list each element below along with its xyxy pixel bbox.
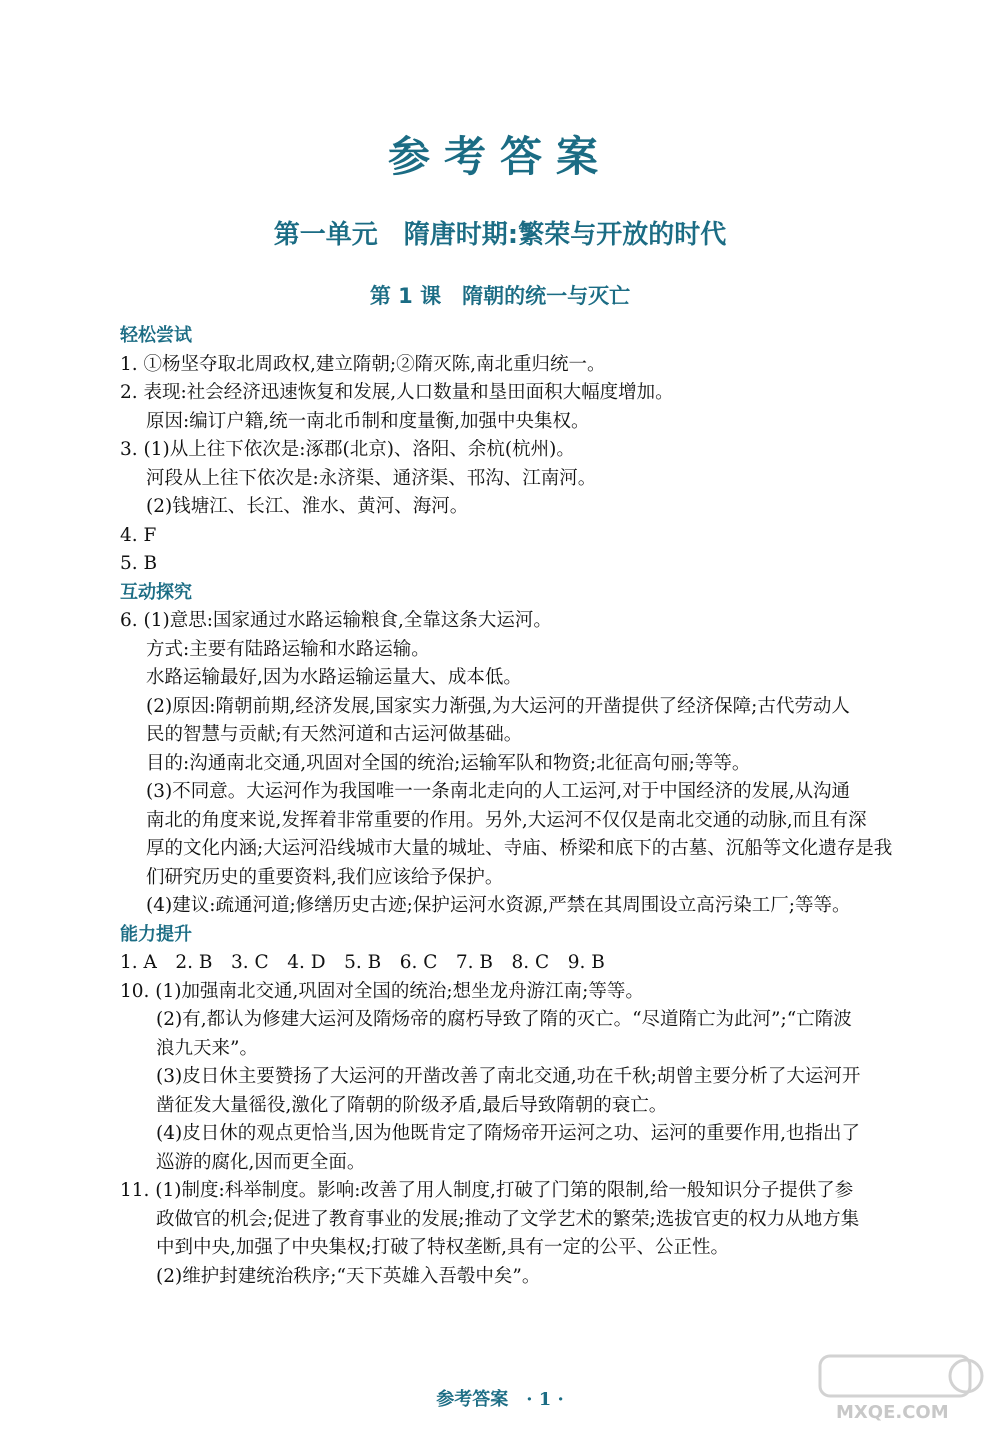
answer-line: 5. B xyxy=(120,553,158,574)
answer-line: 6. (1)意思:国家通过水路运输粮食,全靠这条大运河。 xyxy=(120,610,552,631)
answer-line: 水路运输最好,因为水路运输运量大、成本低。 xyxy=(146,667,522,688)
section-heading: 互动探究 xyxy=(120,581,192,603)
answer-line: 河段从上往下依次是:永济渠、通济渠、邗沟、江南河。 xyxy=(146,467,597,489)
answer-line: 4. F xyxy=(120,524,157,546)
answer-line: 方式:主要有陆路运输和水路运输。 xyxy=(146,638,430,660)
answer-line: (2)原因:隋朝前期,经济发展,国家实力渐强,为大运河的开凿提供了经济保障;古代劳动人 xyxy=(146,695,850,717)
page-footer: 参考答案 · 1 · xyxy=(436,1389,564,1410)
answer-line: (2)钱塘江、长江、淮水、黄河、海河。 xyxy=(146,496,469,517)
answer-line: 政做官的机会;促进了教育事业的发展;推动了文学艺术的繁荣;选拔官吏的权力从地方集 xyxy=(156,1208,860,1230)
answer-line: 凿征发大量徭役,激化了隋朝的阶级矛盾,最后导致隋朝的衰亡。 xyxy=(156,1094,668,1116)
answer-line: 目的:沟通南北交通,巩固对全国的统治;运输军队和物资;北征高句丽;等等。 xyxy=(146,752,751,774)
answer-line: 中到中央,加强了中央集权;打破了特权垄断,具有一定的公平、公正性。 xyxy=(156,1237,729,1258)
watermark-logo xyxy=(816,1352,988,1422)
section-heading: 轻松尝试 xyxy=(120,325,192,346)
answer-line: 厚的文化内涵;大运河沿线城市大量的城址、寺庙、桥梁和底下的古墓、沉船等文化遗存是我 xyxy=(146,838,893,859)
lesson-title: 第 1 课 隋朝的统一与灭亡 xyxy=(369,284,631,308)
answer-line: 3. (1)从上往下依次是:涿郡(北京)、洛阳、余杭(杭州)。 xyxy=(120,439,575,460)
answer-line: (4)建议:疏通河道;修缮历史古迹;保护运河水资源,严禁在其周围设立高污染工厂;等等。 xyxy=(146,895,851,916)
answer-line: (2)维护封建统治秩序;“天下英雄入吾彀中矣”。 xyxy=(156,1265,541,1287)
answer-content xyxy=(120,322,945,1291)
answer-line: (3)不同意。大运河作为我国唯一一条南北走向的人工运河,对于中国经济的发展,从沟通 xyxy=(146,781,850,802)
answer-line: (2)有,都认为修建大运河及隋炀帝的腐朽导致了隋的灭亡。“尽道隋亡为此河”;“亡隋波 xyxy=(156,1009,852,1030)
answer-line: 1. A 2. B 3. C 4. D 5. B 6. C 7. B 8. C 9. B xyxy=(120,952,605,973)
watermark-text: MXQE.COM xyxy=(836,1402,949,1422)
answer-line: 10. (1)加强南北交通,巩固对全国的统治;想坐龙舟游江南;等等。 xyxy=(120,980,644,1002)
section-heading: 能力提升 xyxy=(120,923,192,945)
answer-line: 1. ①杨坚夺取北周政权,建立隋朝;②隋灭陈,南北重归统一。 xyxy=(120,353,606,375)
answer-line: 们研究历史的重要资料,我们应该给予保护。 xyxy=(146,866,504,888)
answer-line: (3)皮日休主要赞扬了大运河的开凿改善了南北交通,功在千秋;胡曾主要分析了大运河开 xyxy=(156,1066,861,1087)
answer-line: 2. 表现:社会经济迅速恢复和发展,人口数量和垦田面积大幅度增加。 xyxy=(120,382,674,403)
answer-line: 11. (1)制度:科举制度。影响:改善了用人制度,打破了门第的限制,给一般知识分子提供了参 xyxy=(120,1180,854,1201)
page-title: 参考答案 xyxy=(387,132,612,181)
answer-line: 浪九天来”。 xyxy=(156,1037,258,1059)
answer-line: 巡游的腐化,因而更全面。 xyxy=(156,1151,366,1173)
answer-line: 民的智慧与贡献;有天然河道和古运河做基础。 xyxy=(146,724,523,745)
answer-line: 南北的角度来说,发挥着非常重要的作用。另外,大运河不仅仅是南北交通的动脉,而且有深 xyxy=(146,809,867,831)
unit-title: 第一单元 隋唐时期:繁荣与开放的时代 xyxy=(273,220,727,250)
answer-line: (4)皮日休的观点更恰当,因为他既肯定了隋炀帝开运河之功、运河的重要作用,也指出了 xyxy=(156,1123,860,1144)
answer-line: 原因:编订户籍,统一南北币制和度量衡,加强中央集权。 xyxy=(146,410,590,432)
